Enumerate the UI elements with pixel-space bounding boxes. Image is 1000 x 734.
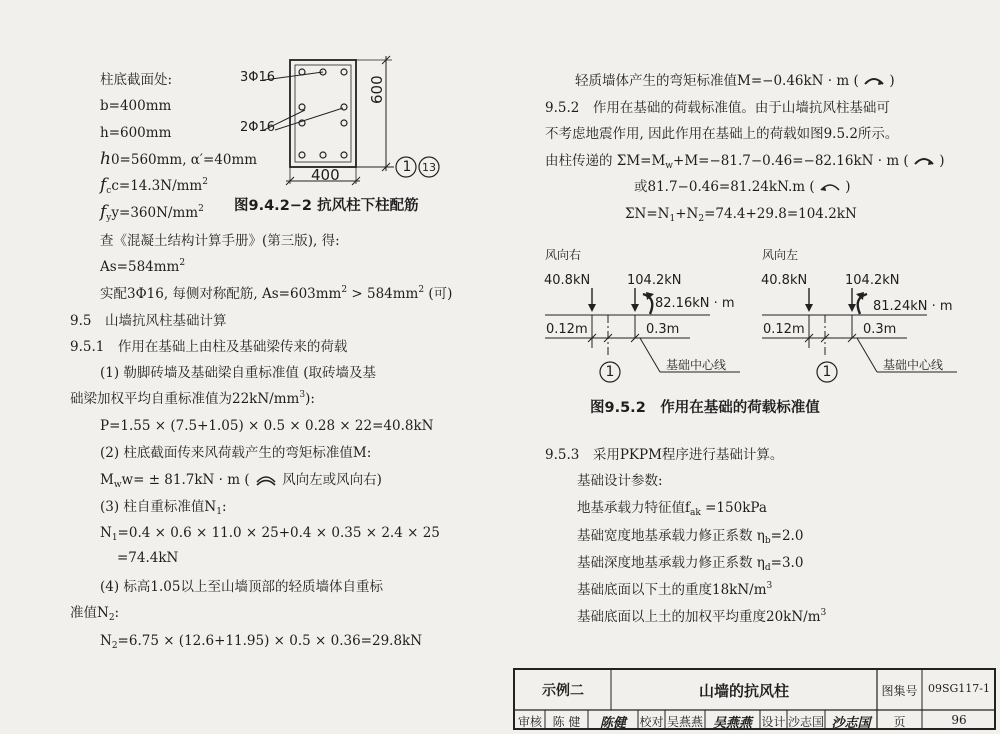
figure-caption: 图9.4.2−2 抗风柱下柱配筋 [234,198,419,214]
text-line: 基础底面以上土的加权平均重度$20kN/m^3$ [577,608,827,625]
load-n-label: 104.2kN [845,273,900,288]
atlas-number: 09SG117-1 [927,682,991,695]
text-line: 基础底面以下土的重度$18kN/m^3$ [577,581,773,598]
moment-arc-icon [819,180,841,192]
load-p-label: 40.8kN [544,273,591,288]
center-line-label: 基础中心线 [883,358,944,372]
moment-label: 81.24kN · m [873,299,953,314]
text-line: 基础深度地基承载力修正系数 $\eta_d=3.0$ [577,555,804,573]
offset-label: 0.12m [546,322,588,337]
offset-label: 0.12m [763,322,805,337]
text-line: 础梁加权平均自重标准值为$22kN/mm^3$): [70,390,315,407]
checker-signature: 吴燕燕 [712,716,752,731]
text-line: $f_cc=14.3N/mm^2$ [100,175,208,196]
section-heading: 9.5 山墙抗风柱基础计算 [70,313,227,329]
text-line: 轻质墙体产生的弯矩标准值M=−0.46kN · m ( ) [575,73,895,89]
drawing-title: 山墙的抗风柱 [698,682,789,700]
formula: 或81.7−0.46=81.24kN.m ( ) [634,179,851,195]
moment-label: 82.16kN · m [655,296,735,311]
design-label: 设计 [761,715,786,729]
axis-label: 1 [822,364,832,380]
axis-label: 1 [605,364,615,380]
axis-label: 1 [402,159,412,175]
text-line: 基础设计参数: [577,473,663,489]
moment-arc-icon [254,472,278,486]
reviewer-signature: 陈健 [599,716,626,731]
load-p-label: 40.8kN [761,273,808,288]
text-line: 柱底截面处: [100,72,173,88]
wind-direction-label: 风向右 [545,248,582,262]
text-line: 查《混凝土结构计算手册》(第三版), 得: [100,233,340,249]
offset-label: 0.3m [646,322,680,337]
review-label: 审核 [517,715,542,729]
text-line: $f_yy=360N/mm^2$ [100,202,204,223]
checker-name: 吴燕燕 [666,715,703,729]
formula: $N_2=6.75 \times (12.6+11.95) \times 0.5 \times 0.36=29.8kN$ [100,633,423,651]
text-line: 准值$N_2$: [70,605,120,623]
designer-name: 沙志国 [787,715,824,729]
atlas-label: 图集号 [881,684,918,698]
formula: $M_ww= \pm 81.7kN \cdot m$ ( 风向左或风向右) [100,472,382,490]
dimension-height: 600 [368,75,386,104]
section-heading: 9.5.3 采用PKPM程序进行基础计算。 [545,447,784,463]
rebar-label-bottom: 2Φ16 [240,120,276,135]
example-label: 示例二 [542,683,584,699]
page-number: 96 [951,713,967,727]
text-line: h0=560mm, α′=40mm [100,149,258,169]
text-line: 不考虑地震作用, 因此作用在基础上的荷载如图9.5.2所示。 [545,126,899,142]
moment-arc-icon [913,154,935,166]
column-section-diagram [240,50,480,200]
text-line: (1) 勒脚砖墙及基础梁自重标准值 (取砖墙及基 [100,365,376,381]
formula: $N_1=0.4 \times 0.6 \times 11.0 \times 25+0.4 \times 0.35 \times 2.4 \times 25$ [100,525,440,543]
check-label: 校对 [639,715,664,729]
section-heading: 9.5.1 作用在基础上由柱及基础梁传来的荷载 [70,339,348,355]
text-line: b=400mm [100,98,172,114]
text-line: $As=584mm^2$ [100,258,186,275]
text-line: (4) 标高1.05以上至山墙顶部的轻质墙体自重标 [100,579,383,595]
dimension-width: 400 [311,166,340,184]
formula: $\Sigma N=N_1+N_2=74.4+29.8=104.2kN$ [625,206,857,224]
formula: 由柱传递的 $\Sigma M=M_w+M=-81.7-0.46=-82.16kN \cdot m$ ( ) [545,153,945,171]
formula: =74.4kN [117,550,179,566]
axis-label: 13 [422,161,436,174]
text-line: 实配3Φ16, 每侧对称配筋, $As=603mm^2 > 584mm^2$ (可) [100,285,453,302]
offset-label: 0.3m [863,322,897,337]
text-line: (3) 柱自重标准值$N_1$: [100,499,227,517]
figure-caption: 图9.5.2 作用在基础的荷载标准值 [590,400,820,416]
text-line: 地基承载力特征值$f_{ak} =150kPa$ [577,500,767,518]
text-line: h=600mm [100,125,172,141]
text-line: (2) 柱底截面传来风荷载产生的弯矩标准值M: [100,445,372,461]
formula: P=1.55 × (7.5+1.05) × 0.5 × 0.28 × 22=40.8kN [100,418,434,434]
text-line: 基础宽度地基承载力修正系数 $\eta_b=2.0$ [577,528,804,546]
wind-direction-label: 风向左 [762,248,799,262]
center-line-label: 基础中心线 [666,358,727,372]
reviewer-name: 陈 健 [552,715,581,729]
rebar-label-top: 3Φ16 [240,70,276,85]
moment-arc-icon [863,74,885,86]
load-n-label: 104.2kN [627,273,682,288]
section-heading: 9.5.2 作用在基础的荷载标准值。由于山墙抗风柱基础可 [545,100,890,116]
title-block [513,668,996,730]
designer-signature: 沙志国 [831,716,871,731]
page-label: 页 [893,715,906,729]
